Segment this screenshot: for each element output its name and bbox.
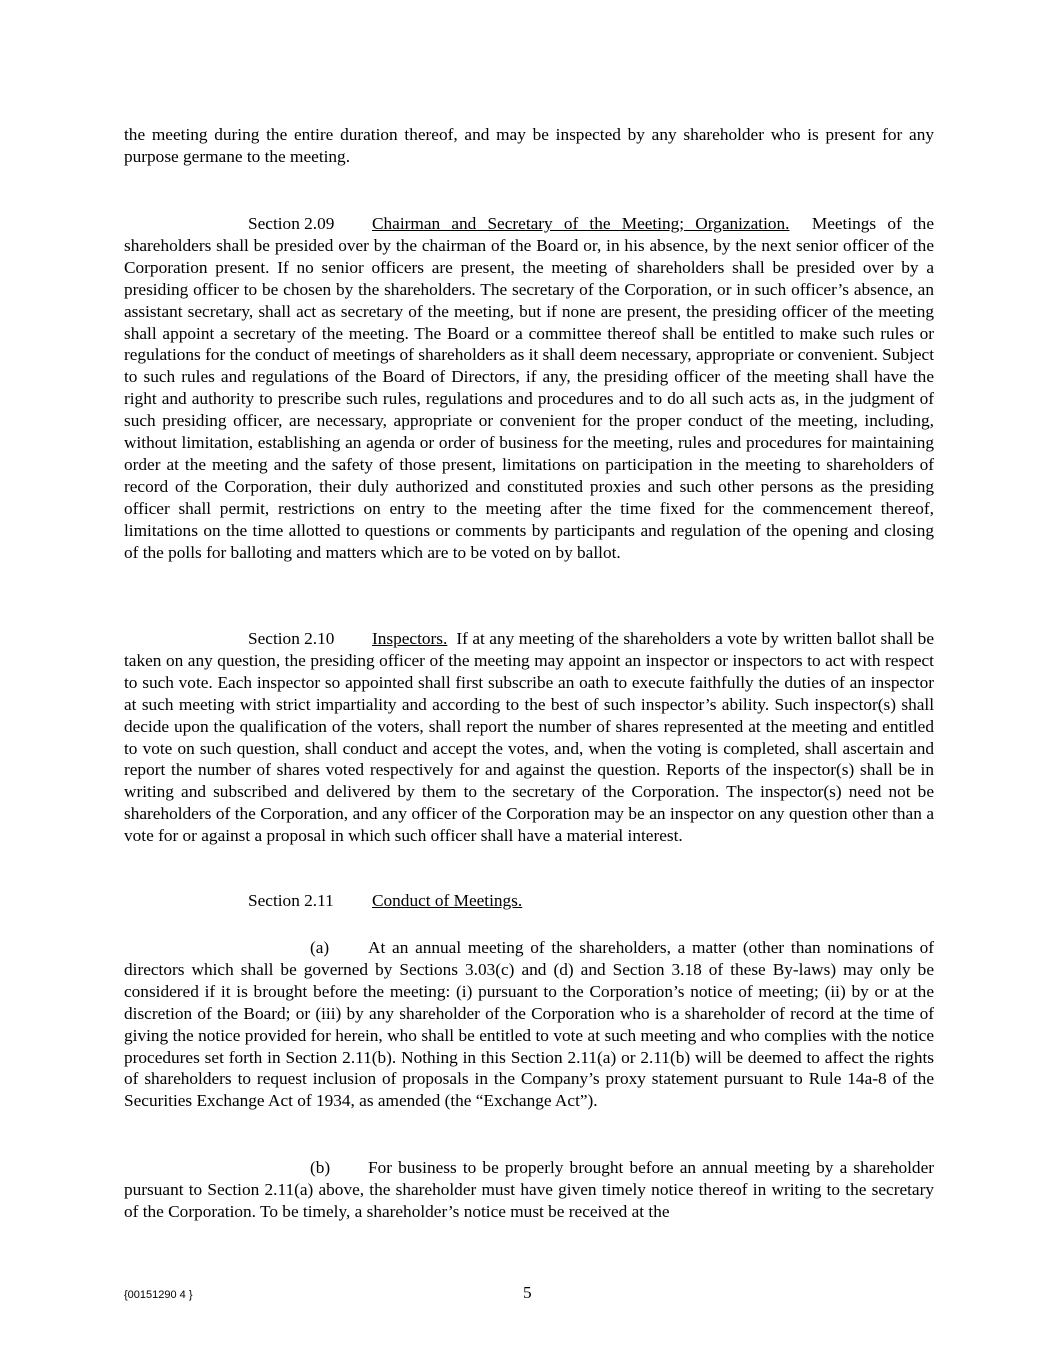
section-2-10-number: Section 2.10 xyxy=(248,629,335,648)
section-2-09-title: Chairman and Secretary of the Meeting; Organization. xyxy=(372,214,790,233)
section-2-11-a-body: At an annual meeting of the shareholders, a matter (other than nominations of directors which shall be governed by Sections 3.03(c) and (d) and Section 3.18 of these By-laws) may only be considered if it is brought before the meeting: (i) pursuant to the Corporation’s notice of meeting; (ii) by or at the discretion of the Board; or (iii) by any shareholder of the Corporation who is a shareholder of record at the time of giving the notice provided for herein, who shall be entitled to vote at such meeting and who complies with the notice procedures set forth in Section 2.11(b). Nothing in this Section 2.11(a) or 2.11(b) will be deemed to affect the rights of shareholders to request inclusion of proposals in the Company’s proxy statement pursuant to Rule 14a-8 of the Securities Exchange Act of 1934, as amended (the “Exchange Act”). xyxy=(124,938,934,1111)
section-2-09-body: Meetings of the shareholders shall be presided over by the chairman of the Board or, in his absence, by the next senior officer of the Corporation present. If no senior officers are present, the meeting of shareholders shall be presided over by a presiding officer to be chosen by the shareholders. The secretary of the Corporation, or in such officer’s absence, an assistant secretary, shall act as secretary of the meeting, but if none are present, the presiding officer of the meeting shall appoint a secretary of the meeting. The Board or a committee thereof shall be entitled to make such rules or regulations for the conduct of meetings of shareholders as it shall deem necessary, appropriate or convenient. Subject to such rules and regulations of the Board of Directors, if any, the presiding officer of the meeting shall have the right and authority to prescribe such rules, regulations and procedures and to do all such acts as, in the judgment of such presiding officer, are necessary, appropriate or convenient for the proper conduct of the meeting, including, without limitation, establishing an agenda or order of business for the meeting, rules and procedures for maintaining order at the meeting and the safety of those present, limitations on participation in the meeting to shareholders of record of the Corporation, their duly authorized and constituted proxies and such other persons as the presiding officer shall permit, restrictions on entry to the meeting after the time fixed for the commencement thereof, limitations on the time allotted to questions or comments by participants and regulation of the opening and closing of the polls for balloting and matters which are to be voted on by ballot. xyxy=(124,214,934,562)
section-2-11-heading xyxy=(124,890,934,912)
section-2-11-title: Conduct of Meetings. xyxy=(372,891,523,910)
section-2-09-number: Section 2.09 xyxy=(248,214,335,233)
section-2-11-b-label: (b) xyxy=(310,1158,331,1177)
section-2-11-a xyxy=(124,937,934,1112)
continuation-paragraph xyxy=(124,124,934,168)
section-2-11-a-label: (a) xyxy=(310,938,330,957)
section-2-10-body: If at any meeting of the shareholders a vote by written ballot shall be taken on any question, the presiding officer of the meeting may appoint an inspector or inspectors to act with respect to such vote. Each inspector so appointed shall first subscribe an oath to execute faithfully the duties of an inspector at such meeting with strict impartiality and according to the best of such inspector’s ability. Such inspector(s) shall decide upon the qualification of the voters, shall report the number of shares represented at the meeting and entitled to vote on such question, shall conduct and accept the votes, and, when the voting is completed, shall ascertain and report the number of shares voted respectively for and against the question. Reports of the inspector(s) shall be in writing and subscribed and delivered by them to the secretary of the Corporation. The inspector(s) need not be shareholders of the Corporation, and any officer of the Corporation may be an inspector on any question other than a vote for or against a proposal in which such officer shall have a material interest. xyxy=(124,629,934,846)
section-2-11-b xyxy=(124,1157,934,1223)
continuation-text: the meeting during the entire duration thereof, and may be inspected by any shareholder who is present for any purpose germane to the meeting. xyxy=(124,125,934,166)
footer-document-id: {00151290 4 } xyxy=(124,1289,193,1301)
section-2-11-number: Section 2.11 xyxy=(248,891,334,910)
footer-page-number: 5 xyxy=(523,1283,532,1302)
section-2-09 xyxy=(124,213,934,564)
section-2-11-b-body: For business to be properly brought before an annual meeting by a shareholder pursuant to Section 2.11(a) above, the shareholder must have given timely notice thereof in writing to the secretary of the Corporation. To be timely, a shareholder’s notice must be received at the xyxy=(124,1158,934,1221)
section-2-10 xyxy=(124,628,934,847)
section-2-10-title: Inspectors. xyxy=(372,629,448,648)
